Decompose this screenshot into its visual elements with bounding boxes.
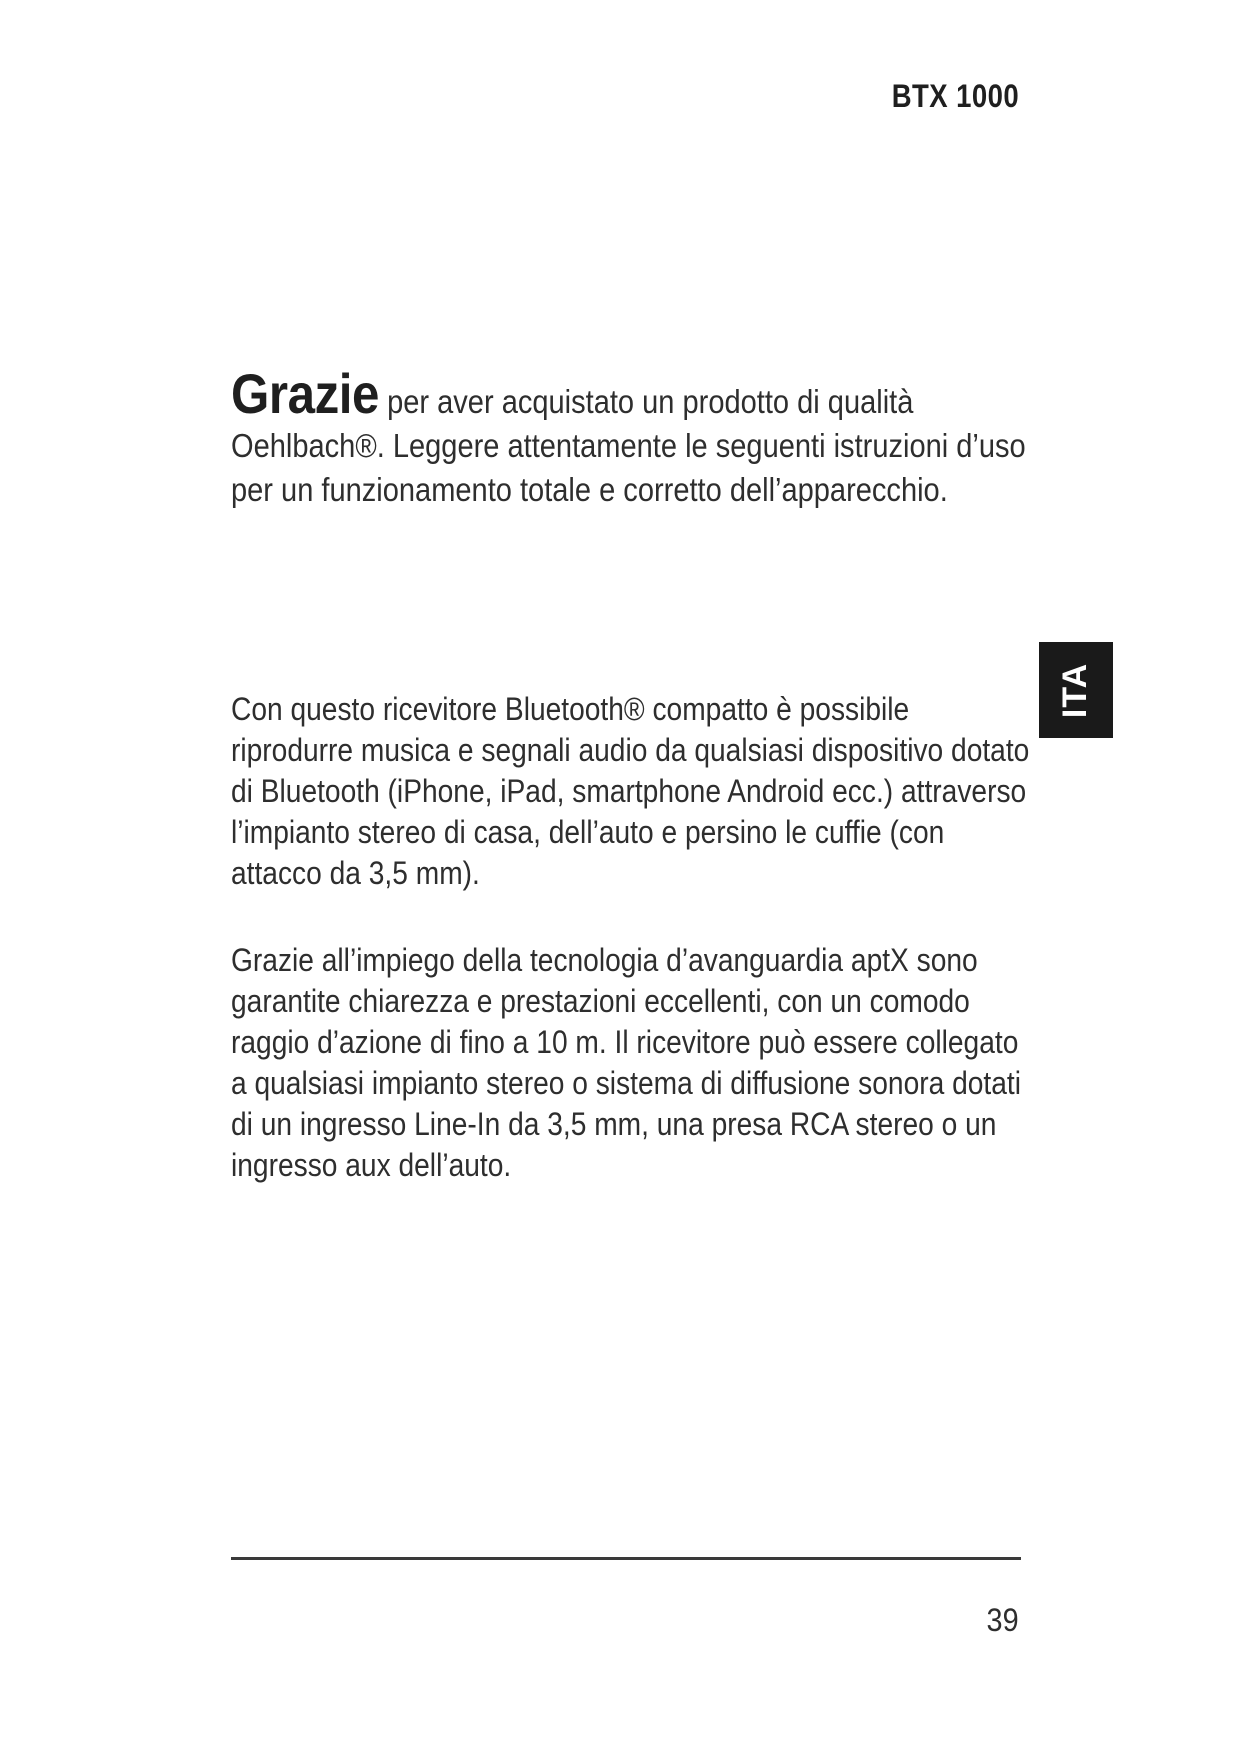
paragraph-line: l’impianto stereo di casa, dell’auto e persino le cuffie (con — [231, 814, 945, 850]
paragraph-line: di Bluetooth (iPhone, iPad, smartphone Android ecc.) attraverso — [231, 773, 1027, 809]
page-number: 39 — [986, 1602, 1019, 1638]
intro-line-1 — [231, 362, 935, 425]
footer-divider — [231, 1557, 1021, 1560]
intro-line-1-rest: per aver acquistato un prodotto di qualità — [387, 383, 914, 420]
paragraph-line: Grazie all’impiego della tecnologia d’avanguardia aptX sono — [231, 942, 978, 978]
paragraph-line: di un ingresso Line-In da 3,5 mm, una presa RCA stereo o un — [231, 1106, 997, 1142]
intro-text — [231, 362, 1026, 512]
paragraph-line: attacco da 3,5 mm). — [231, 855, 480, 891]
paragraph-line: raggio d’azione di fino a 10 m. Il ricevitore può essere collegato — [231, 1024, 1019, 1060]
language-tab — [1039, 642, 1113, 738]
intro-line-2: Oehlbach®. Leggere attentamente le seguenti istruzioni d’uso — [231, 427, 1026, 464]
paragraph-line: Con questo ricevitore Bluetooth® compatto è possibile — [231, 691, 910, 727]
intro-lead-word: Grazie — [231, 362, 380, 425]
paragraph-line: riprodurre musica e segnali audio da qualsiasi dispositivo dotato — [231, 732, 1030, 768]
paragraph-line: ingresso aux dell’auto. — [231, 1147, 512, 1183]
intro-line-3: per un funzionamento totale e corretto dell’apparecchio. — [231, 471, 948, 508]
paragraph-line: a qualsiasi impianto stereo o sistema di diffusione sonora dotati — [231, 1065, 1021, 1101]
paragraph-line: garantite chiarezza e prestazioni eccellenti, con un comodo — [231, 983, 970, 1019]
language-tab-label: ITA — [1056, 662, 1095, 718]
model-name: BTX 1000 — [891, 78, 1019, 114]
paragraph-2 — [231, 940, 1021, 1186]
paragraph-1 — [231, 689, 1030, 894]
